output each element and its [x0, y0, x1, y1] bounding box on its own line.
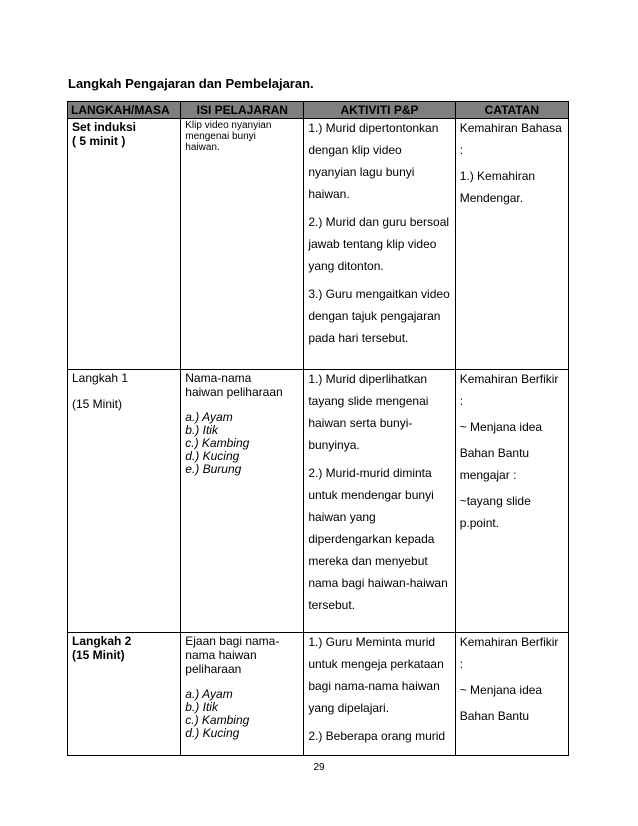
content-list-item: c.) Kambing: [185, 713, 250, 727]
step-label: Langkah 1: [72, 371, 129, 385]
content-line: Klip video nyanyian: [185, 120, 272, 131]
content-line: Nama-nama: [185, 371, 252, 385]
page-heading: Langkah Pengajaran dan Pembelajaran.: [68, 76, 314, 91]
table-header-row: [68, 102, 569, 119]
note-item: Bahan Bantu: [459, 709, 530, 723]
step-time: (15 Minit): [72, 397, 123, 411]
content-list-item: b.) Itik: [185, 700, 218, 714]
content-line: haiwan peliharaan: [185, 385, 283, 399]
step-label: Set induksi: [72, 120, 137, 134]
lesson-plan-table: [67, 101, 569, 756]
column-header-step: LANGKAH/MASA: [68, 102, 181, 119]
notes-cell: [455, 633, 568, 756]
table-row: [68, 633, 569, 756]
table-row: [68, 370, 569, 633]
column-header-content: ISI PELAJARAN: [181, 102, 304, 119]
notes-cell: [455, 119, 568, 370]
content-cell: [181, 633, 304, 756]
note-item: Kemahiran Berfikir :: [459, 372, 559, 408]
activity-item: 2.) Murid dan guru bersoal jawab tentang klip video yang ditonton.: [308, 215, 450, 273]
content-list-item: d.) Kucing: [185, 449, 240, 463]
column-header-activity: AKTIVITI P&P: [304, 102, 455, 119]
content-line: mengenai bunyi: [185, 131, 256, 142]
content-line: nama haiwan: [185, 648, 257, 662]
step-cell: [68, 633, 181, 756]
content-list-item: c.) Kambing: [185, 436, 250, 450]
note-item: 1.) Kemahiran Mendengar.: [459, 169, 536, 205]
column-header-notes: CATATAN: [455, 102, 568, 119]
content-list-item: b.) Itik: [185, 423, 218, 437]
step-time: ( 5 minit ): [72, 134, 126, 148]
activity-item: 1.) Guru Meminta murid untuk mengeja perkataan bagi nama-nama haiwan yang dipelajari.: [308, 635, 444, 715]
activity-item: 3.) Guru mengaitkan video dengan tajuk pengajaran pada hari tersebut.: [308, 287, 450, 345]
activity-cell: [304, 370, 455, 633]
content-cell: [181, 119, 304, 370]
content-line: haiwan.: [185, 142, 220, 153]
content-cell: [181, 370, 304, 633]
activity-item: 2.) Murid-murid diminta untuk mendengar bunyi haiwan yang diperdengarkan kepada mereka dan menyebut nama bagi haiwan-haiwan tersebut.: [308, 466, 448, 612]
step-cell: [68, 370, 181, 633]
activity-item: 1.) Murid diperlihatkan tayang slide mengenai haiwan serta bunyi-bunyinya.: [308, 372, 429, 452]
note-item: Kemahiran Berfikir :: [459, 635, 559, 671]
note-item: ~ Menjana idea: [459, 683, 543, 697]
note-item: ~tayang slide p.point.: [459, 494, 531, 530]
content-list-item: d.) Kucing: [185, 726, 240, 740]
content-list-item: e.) Burung: [185, 462, 242, 476]
content-list-item: a.) Ayam: [185, 410, 233, 424]
page-number: 29: [313, 762, 325, 773]
table-row: [68, 119, 569, 370]
step-time: (15 Minit): [72, 648, 125, 662]
activity-cell: [304, 633, 455, 756]
content-line: peliharaan: [185, 662, 242, 676]
step-label: Langkah 2: [72, 634, 132, 648]
activity-item: 1.) Murid dipertontonkan dengan klip video nyanyian lagu bunyi haiwan.: [308, 121, 439, 201]
activity-cell: [304, 119, 455, 370]
notes-cell: [455, 370, 568, 633]
activity-item: 2.) Beberapa orang murid: [308, 729, 446, 743]
step-cell: [68, 119, 181, 370]
content-list-item: a.) Ayam: [185, 687, 233, 701]
note-item: Kemahiran Bahasa :: [459, 121, 562, 157]
note-item: Bahan Bantu mengajar :: [459, 446, 530, 482]
content-line: Ejaan bagi nama-: [185, 634, 280, 648]
note-item: ~ Menjana idea: [459, 420, 543, 434]
